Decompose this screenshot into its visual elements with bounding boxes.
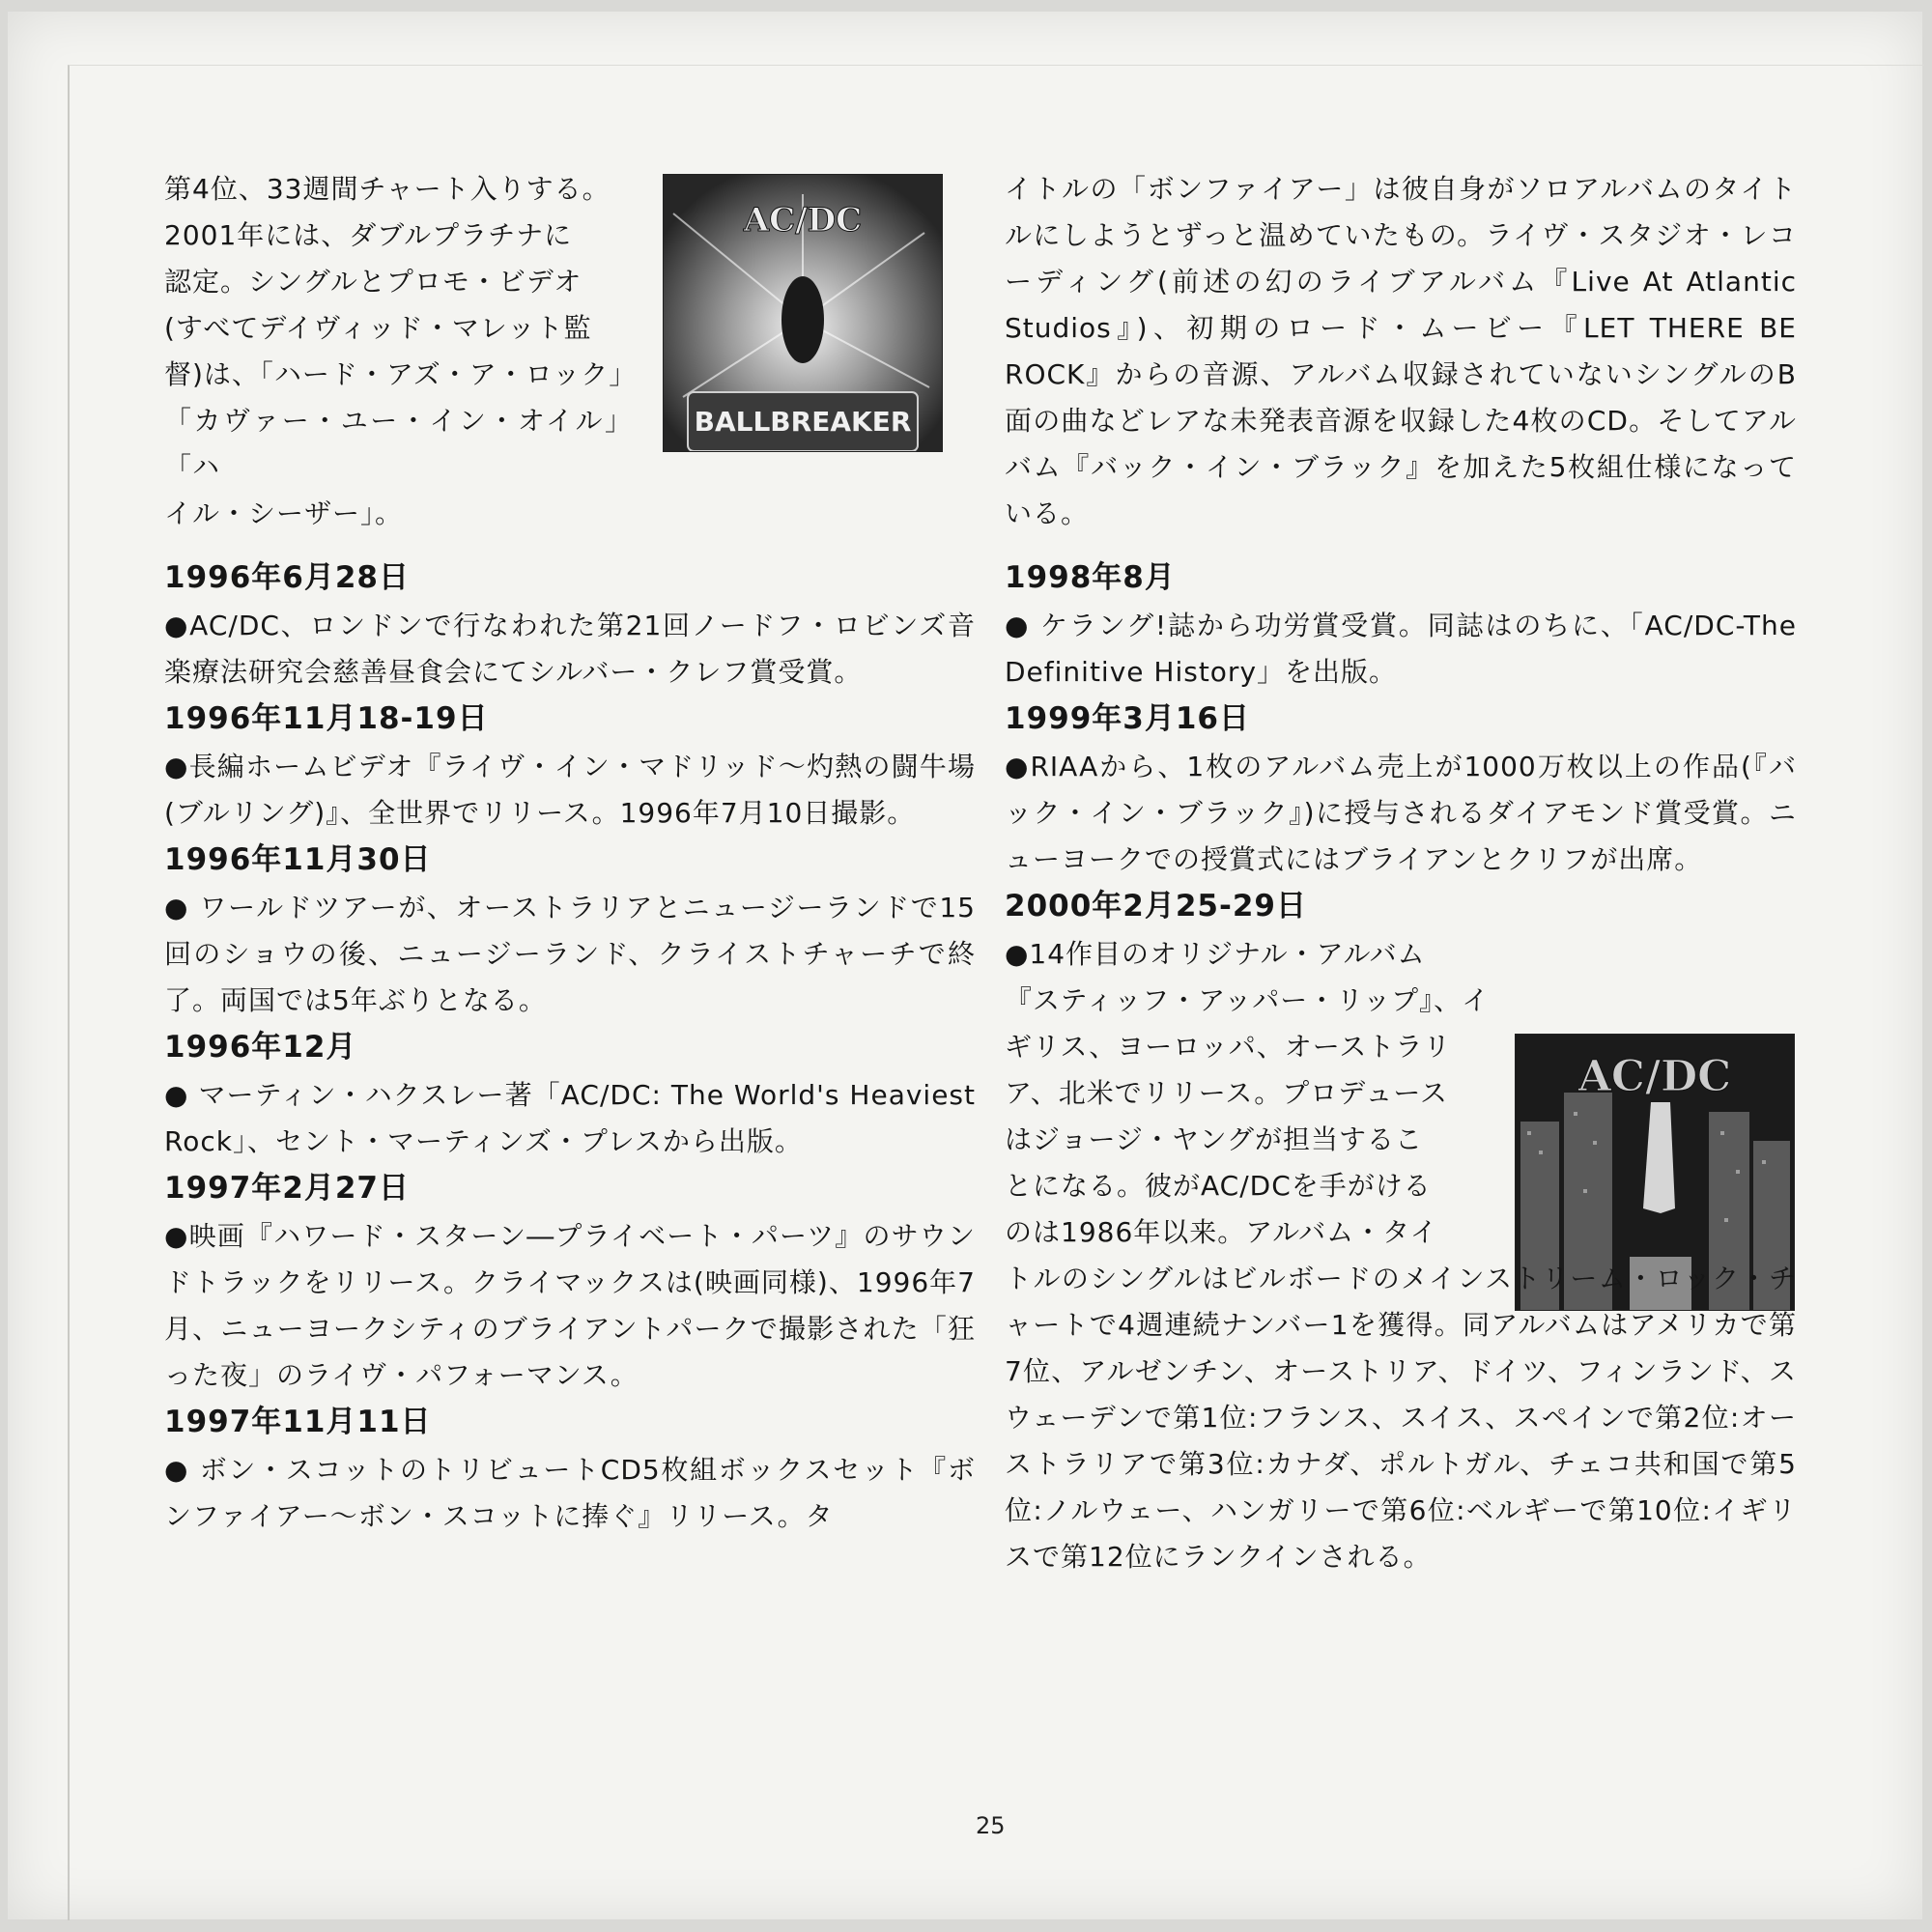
entry-date: 1996年11月30日 (164, 842, 432, 877)
wrap-line: 『スティッフ・アッパー・リップ』、イ (1005, 984, 1491, 1016)
wrap-line: のは1986年以来。アルバム・タイ (1005, 1216, 1438, 1248)
continued-text: イトルの「ボンファイアー」は彼自身がソロアルバムのタイトルにしようとずっと温めていたもの。ライヴ・スタジオ・レコーディング(前述の幻のライブアルバム『Live At Atlantic Studios』)、初期のロード・ムービー『LET THERE BE ROCK』からの音源、アルバム収録されていないシングルのB面の曲などレアな未発表音源を収録した4枚のCD。そしてアルバム『バック・イン・ブラック』を加えた5枚組仕様になっている。 (1005, 173, 1797, 529)
timeline-entry (164, 554, 976, 696)
entry-date: 1996年11月18-19日 (164, 701, 489, 736)
timeline-entry (164, 696, 976, 837)
intro-line: 督)は、「ハード・アズ・ア・ロック」 (164, 358, 638, 390)
entry-text: ● ボン・スコットのトリビュートCD5枚組ボックスセット『ボンファイアー～ボン・スコットに捧ぐ』リリース。タ (164, 1454, 976, 1532)
entry-text: ●映画『ハワード・スターン―プライベート・パーツ』のサウンドトラックをリリース。クライマックスは(映画同様)、1996年7月、ニューヨークシティのブライアントパークで撮影された「狂った夜」のライヴ・パフォーマンス。 (164, 1220, 976, 1391)
entry-text: ●AC/DC、ロンドンで行なわれた第21回ノードフ・ロビンズ音楽療法研究会慈善昼食会にてシルバー・クレフ賞受賞。 (164, 610, 976, 688)
entry-text: ● ワールドツアーが、オーストラリアとニュージーランドで15回のショウの後、ニュージーランド、クライストチャーチで終了。両国では5年ぶりとなる。 (164, 892, 976, 1016)
entry-date: 2000年2月25-29日 (1005, 889, 1307, 923)
timeline-entry (1005, 883, 1797, 1580)
intro-line: (すべてデイヴィッド・マレット監 (164, 312, 592, 344)
wrap-line: ●14作目のオリジナル・アルバム (1005, 938, 1426, 970)
entry-date: 1996年12月 (164, 1030, 357, 1065)
timeline-entry (1005, 554, 1797, 696)
entry-text: ●RIAAから、1枚のアルバム売上が1000万枚以上の作品(『バック・イン・ブラック』)に授与されるダイアモンド賞受賞。ニューヨークでの授賞式にはブライアンとクリフが出席。 (1005, 751, 1797, 875)
entry-text: トルのシングルはビルボードのメインストリーム・ロック・チャートで4週連続ナンバー1を獲得。同アルバムはアメリカで第7位、アルゼンチン、オーストリア、ドイツ、フィンランド、スウェーデンで第1位:フランス、スイス、スペインで第2位:オーストラリアで第3位:カナダ、ポルトガル、チェコ共和国で第5位:ノルウェー、ハンガリーで第6位:ベルギーで第10位:イギリスで第12位にランクインされる。 (1005, 1263, 1797, 1573)
timeline-entry (164, 837, 976, 1024)
intro-line: 認定。シングルとプロモ・ビデオ (164, 266, 582, 298)
wrap-line: ア、北米でリリース。プロデュース (1005, 1077, 1448, 1109)
timeline-entry (1005, 696, 1797, 883)
left-column (164, 166, 976, 1540)
entry-date: 1997年2月27日 (164, 1171, 410, 1206)
right-column (1005, 166, 1797, 1580)
entry-text: ● ケラング!誌から功労賞受賞。同誌はのちに、「AC/DC-The Definitive History」を出版。 (1005, 610, 1797, 688)
intro-line: 「カヴァー・ユー・イン・オイル」「ハ (164, 405, 633, 483)
entry-date: 1997年11月11日 (164, 1405, 432, 1439)
wrap-line: とになる。彼がAC/DCを手がける (1005, 1170, 1432, 1202)
timeline-entry (164, 1024, 976, 1165)
timeline-entry (164, 1399, 976, 1540)
wrap-line: ギリス、ヨーロッパ、オーストラリ (1005, 1031, 1452, 1063)
cover-logo: AC/DC (743, 201, 863, 240)
entry-date: 1998年8月 (1005, 560, 1176, 595)
cover-logo: AC/DC (1577, 1052, 1732, 1101)
cover-title: BALLBREAKER (694, 406, 912, 438)
entry-date: 1996年6月28日 (164, 560, 410, 595)
entry-date: 1999年3月16日 (1005, 701, 1250, 736)
page-number: 25 (976, 1812, 1006, 1839)
intro-line: 2001年には、ダブルプラチナに (164, 219, 573, 251)
wrap-line: はジョージ・ヤングが担当するこ (1005, 1123, 1424, 1155)
wrapped-text (1005, 931, 1499, 1256)
entry-text: ● マーティン・ハクスレー著「AC/DC: The World's Heaviest Rock」、セント・マーティンズ・プレスから出版。 (164, 1079, 976, 1157)
intro-line: イル・シーザー」。 (164, 497, 404, 529)
timeline-entry (164, 1165, 976, 1399)
entry-text: ●長編ホームビデオ『ライヴ・イン・マドリッド～灼熱の闘牛場(ブルリング)』、全世界でリリース。1996年7月10日撮影。 (164, 751, 976, 829)
intro-block (164, 166, 638, 537)
intro-line: 第4位、33週間チャート入りする。 (164, 173, 611, 205)
